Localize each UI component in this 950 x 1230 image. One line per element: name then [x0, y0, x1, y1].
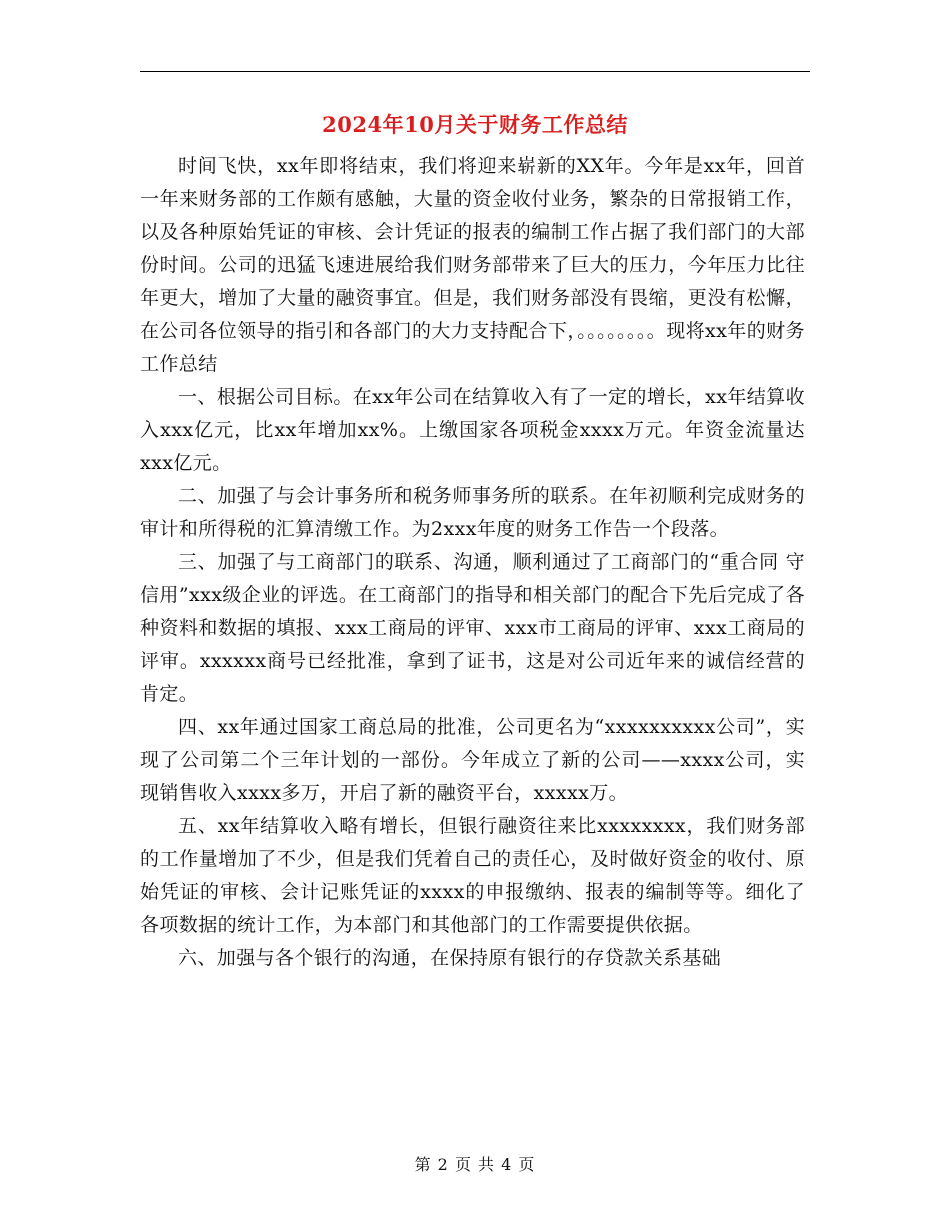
paragraph-5: 五、xx年结算收入略有增长，但银行融资往来比xxxxxxxx，我们财务部的工作量增加了不少，但是我们凭着自己的责任心，及时做好资金的收付、原始凭证的审核、会计记账凭证的xxxx的申报缴纳、报表的编制等等。细化了各项数据的统计工作，为本部门和其他部门的工作需要提供依据。	[140, 815, 805, 936]
page-number: 第 2 页 共 4 页	[414, 1155, 536, 1174]
paragraph-1: 一、根据公司目标。在xx年公司在结算收入有了一定的增长，xx年结算收入xxx亿元，比xx年增加xx%。上缴国家各项税金xxxx万元。年资金流量达xxx亿元。	[140, 386, 805, 474]
document-title: 2024年10月关于财务工作总结	[322, 112, 628, 137]
paragraph-6: 六、加强与各个银行的沟通，在保持原有银行的存贷款关系基础	[178, 947, 722, 969]
paragraph-intro: 时间飞快，xx年即将结束，我们将迎来崭新的XX年。今年是xx年，回首一年来财务部的工作颇有感触，大量的资金收付业务，繁杂的日常报销工作，以及各种原始凭证的审核、会计凭证的报表的编制工作占据了我们部门的大部份时间。公司的迅猛飞速进展给我们财务部带来了巨大的压力，今年压力比往年更大，增加了大量的融资事宜。但是，我们财务部没有畏缩，更没有松懈，在公司各位领导的指引和各部门的大力支持配合下，。。。。。。。。现将xx年的财务工作总结	[140, 155, 805, 375]
paragraph-4: 四、xx年通过国家工商总局的批准，公司更名为“xxxxxxxxxx公司”，实现了公司第二个三年计划的一部份。今年成立了新的公司——xxxx公司，实现销售收入xxxx多万，开启了新的融资平台，xxxxx万。	[140, 716, 805, 804]
paragraph-3: 三、加强了与工商部门的联系、沟通，顺利通过了工商部门的“重合同 守信用”xxx级企业的评选。在工商部门的指导和相关部门的配合下先后完成了各种资料和数据的填报、xxx工商局的评审、xxx市工商局的评审、xxx工商局的评审。xxxxxx商号已经批准，拿到了证书，这是对公司近年来的诚信经营的肯定。	[140, 551, 805, 705]
paragraph-2: 二、加强了与会计事务所和税务师事务所的联系。在年初顺利完成财务的审计和所得税的汇算清缴工作。为2xxx年度的财务工作告一个段落。	[140, 485, 805, 540]
document-body	[140, 150, 805, 975]
header-rule	[140, 71, 810, 72]
